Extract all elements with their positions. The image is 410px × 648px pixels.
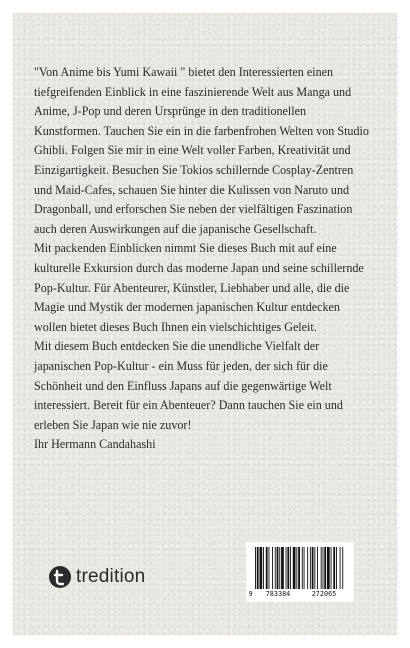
- barcode-bar: [286, 547, 287, 589]
- barcode-bars: [252, 547, 348, 591]
- barcode-digits-right: 272065: [311, 590, 337, 598]
- isbn-barcode: [246, 542, 354, 602]
- blurb-paragraph-2: Mit packenden Einblicken nimmt Sie dieses Buch mit auf eine kulturelle Exkursion durch das moderne Japan und seine schillernde Pop-Kultur. Für Abenteurer, Künstler, Liebhaber und alle, die die Magie und Mystik der modernen japanischen Kultur entdecken wollen bietet dieses Buch Ihnen ein vielschichtiges Geleit.: [34, 241, 364, 334]
- barcode-bar: [275, 547, 276, 589]
- barcode-bar: [296, 547, 297, 589]
- tredition-logo-icon: [49, 566, 71, 588]
- barcode-bar: [314, 547, 315, 589]
- barcode-bar: [281, 547, 284, 589]
- barcode-number: [246, 590, 354, 598]
- barcode-bar: [312, 547, 314, 589]
- publisher-logo: [49, 566, 145, 588]
- barcode-bar: [340, 547, 341, 589]
- barcode-bar: [287, 547, 289, 589]
- barcode-bar: [266, 547, 268, 589]
- barcode-bar: [257, 547, 259, 589]
- barcode-bar: [272, 547, 273, 589]
- back-cover-blurb: [34, 63, 374, 455]
- barcode-bar: [298, 547, 300, 589]
- barcode-bar: [342, 547, 343, 589]
- blurb-paragraph-3: Mit diesem Buch entdecken Sie die unendliche Vielfalt der japanischen Pop-Kultur - ein Muss für jeden, der sich für die Schönheit und den Einfluss Japans auf die gegenwärtige Welt interessiert. Bereit für ein Abenteuer? Dann tauchen Sie ein und erleben Sie Japan wie nie zuvor!: [34, 339, 343, 432]
- barcode-digits-left: 783384: [265, 590, 291, 598]
- barcode-bar: [260, 547, 263, 589]
- barcode-bar: [310, 547, 311, 589]
- barcode-bar: [333, 547, 335, 589]
- barcode-digit-prefix: 9: [248, 590, 253, 598]
- barcode-bar: [263, 547, 264, 589]
- barcode-bar: [302, 547, 303, 589]
- barcode-bar: [321, 547, 322, 589]
- publisher-name: tredition: [76, 566, 146, 587]
- barcode-bar: [279, 547, 280, 589]
- barcode-bar: [327, 547, 330, 589]
- barcode-bar: [290, 547, 291, 589]
- barcode-bar: [307, 547, 308, 589]
- barcode-bar: [317, 547, 318, 589]
- barcode-bar: [269, 547, 270, 589]
- blurb-paragraph-1: "Von Anime bis Yumi Kawaii " bietet den Interessierten einen tiefgreifenden Einblick in eine faszinierende Welt aus Manga und Anime, J-Pop und deren Ursprünge in den traditionellen Kunstformen. Tauchen Sie ein in die farbenfrohen Welten von Studio Ghibli. Folgen Sie mir in eine Welt voller Farben, Kreativität und Einzigartigkeit. Besuchen Sie Tokios schillernde Cosplay-Zentren und Maid-Cafes, schauen Sie hinter die Kulissen von Naruto und Dragonball, und erforschen Sie neben der vielfältigen Faszination auch deren Auswirkungen auf die japanische Gesellschaft.: [34, 65, 369, 236]
- barcode-bar: [336, 547, 337, 589]
- barcode-bar: [331, 547, 332, 589]
- barcode-bar: [293, 547, 296, 589]
- barcode-bar: [323, 547, 324, 589]
- blurb-signature: Ihr Hermann Candahashi: [34, 437, 156, 452]
- barcode-bar: [255, 547, 256, 589]
- barcode-bar: [277, 547, 279, 589]
- barcode-bar: [304, 547, 305, 589]
- barcode-bar: [324, 547, 326, 589]
